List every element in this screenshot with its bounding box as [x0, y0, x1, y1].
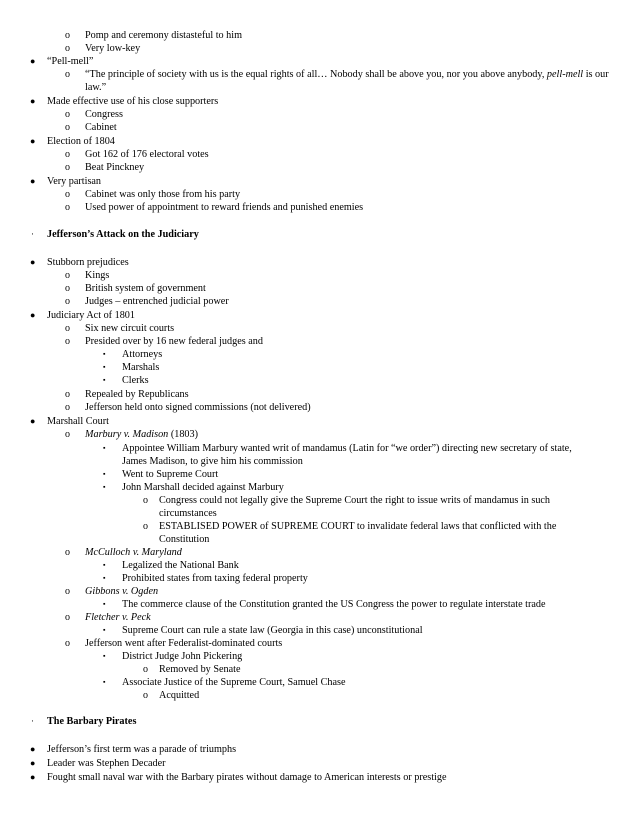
square-bullet-icon: ▪ [103, 600, 106, 608]
list-item: “Pell-mell” [47, 56, 94, 67]
list-item: Marshall Court [47, 416, 109, 427]
circle-bullet-icon: o [65, 189, 70, 200]
heading-dot-icon: · [31, 716, 34, 726]
list-item: Election of 1804 [47, 136, 115, 147]
bullet-icon: ● [30, 56, 36, 66]
list-item: ESTABLISED POWER of SUPREME COURT to invalidate federal laws that conflicted with the Constitution [159, 521, 557, 545]
list-item: John Marshall decided against Marbury [122, 482, 284, 493]
list-item: Removed by Senate [159, 664, 241, 675]
list-item: Beat Pinckney [85, 162, 145, 173]
heading-dot-icon: · [31, 229, 34, 239]
square-bullet-icon: ▪ [103, 574, 106, 582]
circle-bullet-icon: o [65, 547, 70, 558]
list-item: Congress could not legally give the Supreme Court the right to issue writs of mandamus in such circumstances [159, 495, 551, 519]
list-item: Presided over by 16 new federal judges and [85, 336, 263, 347]
list-item: Fought small naval war with the Barbary pirates without damage to American interests or prestige [47, 772, 447, 783]
list-item: Jefferson held onto signed commissions (not delivered) [85, 402, 311, 413]
list-item: Marshals [122, 362, 160, 373]
list-item: Jefferson’s first term was a parade of triumphs [47, 744, 237, 755]
square-bullet-icon: ▪ [103, 470, 106, 478]
list-item: Jefferson went after Federalist-dominated courts [85, 638, 283, 649]
circle-bullet-icon: o [65, 30, 70, 41]
circle-bullet-icon: o [143, 521, 148, 532]
square-bullet-icon: ▪ [103, 363, 106, 371]
bullet-icon: ● [30, 310, 36, 320]
square-bullet-icon: ▪ [103, 626, 106, 634]
list-item: Got 162 of 176 electoral votes [85, 149, 209, 160]
list-item: Leader was Stephen Decader [47, 758, 166, 769]
list-item: Stubborn prejudices [47, 257, 129, 268]
list-item: Attorneys [122, 349, 163, 360]
circle-bullet-icon: o [65, 149, 70, 160]
circle-bullet-icon: o [65, 122, 70, 133]
list-item-case: Marbury v. Madison (1803) [85, 429, 198, 440]
circle-bullet-icon: o [143, 690, 148, 701]
list-item: Judges – entrenched judicial power [85, 296, 229, 307]
circle-bullet-icon: o [65, 202, 70, 213]
square-bullet-icon: ▪ [103, 444, 106, 452]
bullet-icon: ● [30, 758, 36, 768]
list-item: Went to Supreme Court [122, 469, 219, 480]
circle-bullet-icon: o [65, 586, 70, 597]
list-item: Supreme Court can rule a state law (Georgia in this case) unconstitutional [122, 625, 423, 636]
list-item: Congress [85, 109, 123, 120]
list-item-case: McCulloch v. Maryland [85, 547, 182, 558]
circle-bullet-icon: o [65, 109, 70, 120]
list-item-case: Gibbons v. Ogden [85, 586, 159, 597]
bullet-icon: ● [30, 744, 36, 754]
circle-bullet-icon: o [65, 612, 70, 623]
list-item: The commerce clause of the Constitution granted the US Congress the power to regulate interstate trade [122, 599, 546, 610]
bullet-icon: ● [30, 416, 36, 426]
list-item: Clerks [122, 375, 149, 386]
circle-bullet-icon: o [65, 296, 70, 307]
circle-bullet-icon: o [65, 283, 70, 294]
list-item: Associate Justice of the Supreme Court, Samuel Chase [122, 677, 346, 688]
list-item: Very low-key [85, 43, 141, 54]
circle-bullet-icon: o [65, 270, 70, 281]
list-item: Cabinet [85, 122, 117, 133]
list-item: Prohibited states from taxing federal property [122, 573, 308, 584]
section-heading-barbary: The Barbary Pirates [47, 716, 137, 727]
bullet-icon: ● [30, 96, 36, 106]
bullet-icon: ● [30, 257, 36, 267]
list-item: Judiciary Act of 1801 [47, 310, 135, 321]
list-item: District Judge John Pickering [122, 651, 243, 662]
bullet-icon: ● [30, 176, 36, 186]
square-bullet-icon: ▪ [103, 561, 106, 569]
list-item: Legalized the National Bank [122, 560, 239, 571]
list-item: Made effective use of his close supporters [47, 96, 219, 107]
list-item: Acquitted [159, 690, 200, 701]
circle-bullet-icon: o [65, 402, 70, 413]
bullet-icon: ● [30, 772, 36, 782]
list-item-quote: “The principle of society with us is the equal rights of all… Nobody shall be above you, nor you above anybody, pell-mell is our law.” [85, 69, 609, 93]
square-bullet-icon: ▪ [103, 483, 106, 491]
section-heading-judiciary: Jefferson’s Attack on the Judiciary [47, 229, 199, 240]
circle-bullet-icon: o [65, 323, 70, 334]
square-bullet-icon: ▪ [103, 350, 106, 358]
circle-bullet-icon: o [65, 43, 70, 54]
list-item: British system of government [85, 283, 206, 294]
list-item: Used power of appointment to reward friends and punished enemies [85, 202, 364, 213]
list-item-case: Fletcher v. Peck [85, 612, 151, 623]
circle-bullet-icon: o [65, 389, 70, 400]
list-item: Kings [85, 270, 110, 281]
list-item: Cabinet was only those from his party [85, 189, 241, 200]
list-item: Six new circuit courts [85, 323, 175, 334]
circle-bullet-icon: o [65, 429, 70, 440]
list-item: Pomp and ceremony distasteful to him [85, 30, 243, 41]
list-item: Very partisan [47, 176, 102, 187]
circle-bullet-icon: o [65, 69, 70, 80]
circle-bullet-icon: o [65, 638, 70, 649]
square-bullet-icon: ▪ [103, 376, 106, 384]
circle-bullet-icon: o [143, 664, 148, 675]
circle-bullet-icon: o [143, 495, 148, 506]
circle-bullet-icon: o [65, 336, 70, 347]
list-item: Repealed by Republicans [85, 389, 189, 400]
square-bullet-icon: ▪ [103, 678, 106, 686]
square-bullet-icon: ▪ [103, 652, 106, 660]
bullet-icon: ● [30, 136, 36, 146]
list-item: Appointee William Marbury wanted writ of mandamus (Latin for “we order”) directing new secretary of state, James Madison, to give him his commission [122, 443, 572, 467]
circle-bullet-icon: o [65, 162, 70, 173]
